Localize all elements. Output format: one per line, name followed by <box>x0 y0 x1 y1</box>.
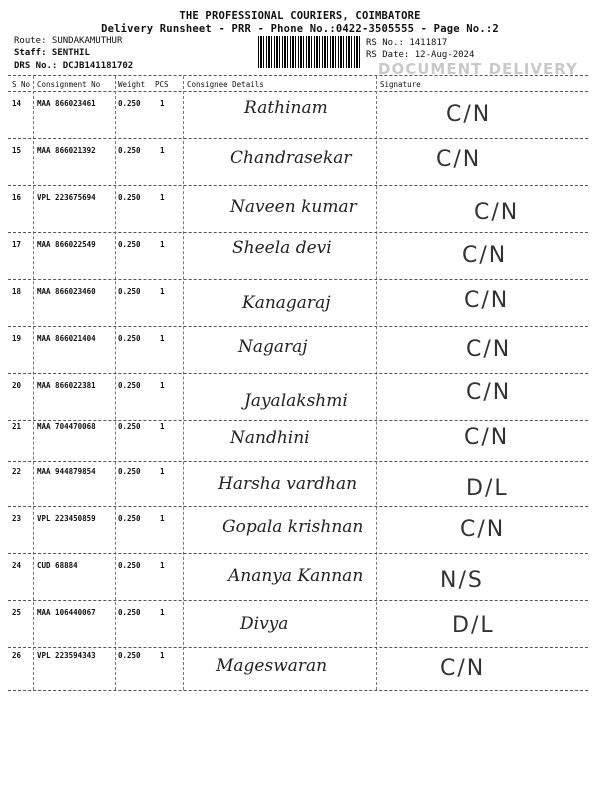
row-serial: 21 <box>12 422 22 431</box>
row-serial: 18 <box>12 287 22 296</box>
row-pcs: 1 <box>160 561 165 570</box>
col-header-consignee: Consignee Details <box>187 80 264 89</box>
row-divider <box>8 690 588 691</box>
consignee-name: Chandrasekar <box>230 148 352 168</box>
row-pcs: 1 <box>160 608 165 617</box>
row-pcs: 1 <box>160 422 165 431</box>
rs-number: RS No.: 1411817 <box>366 38 448 48</box>
row-consignment: VPL 223450859 <box>37 514 96 523</box>
row-consignment: MAA 866021392 <box>37 146 96 155</box>
row-pcs: 1 <box>160 240 165 249</box>
signature-mark: C/N <box>446 102 492 127</box>
row-weight: 0.250 <box>118 608 141 617</box>
row-weight: 0.250 <box>118 99 141 108</box>
row-pcs: 1 <box>160 651 165 660</box>
row-weight: 0.250 <box>118 381 141 390</box>
row-weight: 0.250 <box>118 422 141 431</box>
row-weight: 0.250 <box>118 467 141 476</box>
row-consignment: MAA 866022549 <box>37 240 96 249</box>
col-header-pcs: PCS <box>155 80 169 89</box>
row-consignment: VPL 223675694 <box>37 193 96 202</box>
consignee-name: Sheela devi <box>232 238 332 258</box>
table-row <box>0 186 600 233</box>
row-serial: 17 <box>12 240 22 249</box>
consignee-name: Gopala krishnan <box>222 517 364 537</box>
col-header-sno: S No <box>12 80 31 89</box>
row-pcs: 1 <box>160 467 165 476</box>
consignee-name: Harsha vardhan <box>218 474 358 494</box>
staff-label: Staff: SENTHIL <box>14 48 90 58</box>
row-pcs: 1 <box>160 334 165 343</box>
row-weight: 0.250 <box>118 287 141 296</box>
drs-number: DRS No.: DCJB141181702 <box>14 61 134 71</box>
table-row <box>0 554 600 601</box>
table-row <box>0 327 600 374</box>
table-row <box>0 460 600 507</box>
route-label: Route: SUNDAKAMUTHUR <box>14 36 123 46</box>
row-pcs: 1 <box>160 514 165 523</box>
row-consignment: VPL 223594343 <box>37 651 96 660</box>
table-row <box>0 644 600 691</box>
signature-mark: D/L <box>466 476 509 501</box>
row-serial: 24 <box>12 561 22 570</box>
row-serial: 23 <box>12 514 22 523</box>
row-consignment: MAA 866023460 <box>37 287 96 296</box>
row-pcs: 1 <box>160 146 165 155</box>
row-serial: 16 <box>12 193 22 202</box>
table-row <box>0 233 600 280</box>
row-consignment: MAA 704470068 <box>37 422 96 431</box>
rs-date: RS Date: 12-Aug-2024 <box>366 50 475 60</box>
col-header-signature: Signature <box>380 80 421 89</box>
signature-mark: C/N <box>474 200 520 225</box>
row-weight: 0.250 <box>118 651 141 660</box>
consignee-name: Kanagaraj <box>242 293 331 313</box>
row-pcs: 1 <box>160 381 165 390</box>
table-row <box>0 374 600 421</box>
consignee-name: Divya <box>240 614 289 634</box>
row-consignment: MAA 944879854 <box>37 467 96 476</box>
row-consignment: MAA 866021404 <box>37 334 96 343</box>
consignee-name: Rathinam <box>244 98 328 118</box>
row-weight: 0.250 <box>118 193 141 202</box>
table-row <box>0 92 600 139</box>
signature-mark: C/N <box>466 380 512 405</box>
row-pcs: 1 <box>160 99 165 108</box>
col-header-consignment: Consignment No <box>37 80 101 89</box>
row-weight: 0.250 <box>118 146 141 155</box>
signature-mark: D/L <box>452 613 495 638</box>
row-pcs: 1 <box>160 287 165 296</box>
consignee-name: Jayalakshmi <box>244 391 348 411</box>
header-top-rule <box>8 75 588 76</box>
signature-mark: C/N <box>460 517 506 542</box>
row-serial: 19 <box>12 334 22 343</box>
table-row <box>0 415 600 462</box>
row-serial: 26 <box>12 651 22 660</box>
runsheet-subtitle: Delivery Runsheet - PRR - Phone No.:0422-3505555 - Page No.:2 <box>101 23 499 35</box>
row-weight: 0.250 <box>118 561 141 570</box>
row-consignment: MAA 106440067 <box>37 608 96 617</box>
table-row <box>0 601 600 648</box>
row-consignment: MAA 866022381 <box>37 381 96 390</box>
signature-mark: C/N <box>464 288 510 313</box>
signature-mark: C/N <box>436 147 482 172</box>
document-delivery-stamp: DOCUMENT DELIVERY <box>378 60 578 78</box>
row-serial: 15 <box>12 146 22 155</box>
table-row <box>0 280 600 327</box>
col-header-weight: Weight <box>118 80 146 89</box>
signature-mark: C/N <box>440 656 486 681</box>
consignee-name: Mageswaran <box>216 656 328 676</box>
barcode-image <box>258 36 360 68</box>
signature-mark: C/N <box>464 425 510 450</box>
row-pcs: 1 <box>160 193 165 202</box>
signature-mark: N/S <box>440 568 484 593</box>
row-serial: 20 <box>12 381 22 390</box>
signature-mark: C/N <box>466 337 512 362</box>
row-weight: 0.250 <box>118 514 141 523</box>
consignee-name: Ananya Kannan <box>228 566 364 586</box>
consignee-name: Nagaraj <box>238 337 308 357</box>
company-title: THE PROFESSIONAL COURIERS, COIMBATORE <box>179 10 421 22</box>
row-serial: 14 <box>12 99 22 108</box>
consignee-name: Naveen kumar <box>230 197 357 217</box>
row-weight: 0.250 <box>118 240 141 249</box>
row-weight: 0.250 <box>118 334 141 343</box>
row-serial: 22 <box>12 467 22 476</box>
consignee-name: Nandhini <box>230 428 310 448</box>
row-consignment: CUD 68884 <box>37 561 78 570</box>
row-serial: 25 <box>12 608 22 617</box>
table-row <box>0 507 600 554</box>
row-consignment: MAA 866023461 <box>37 99 96 108</box>
table-row <box>0 139 600 186</box>
signature-mark: C/N <box>462 243 508 268</box>
